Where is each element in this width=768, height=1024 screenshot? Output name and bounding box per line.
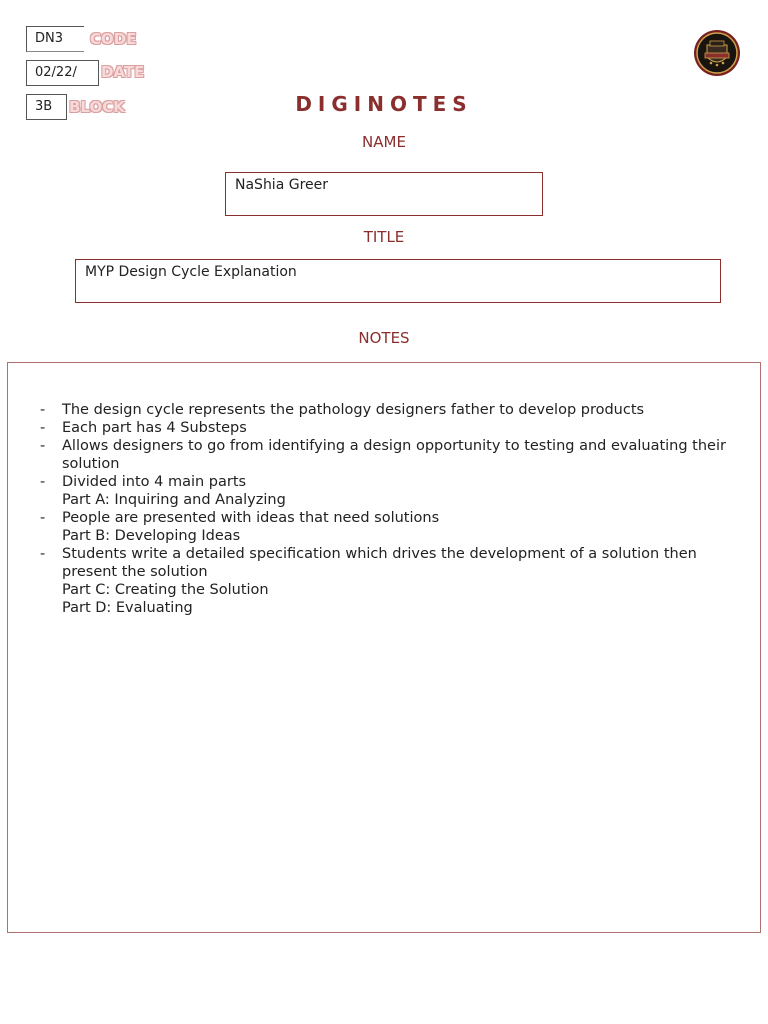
note-bullet-item: - Each part has 4 Substeps bbox=[38, 419, 728, 437]
note-bullet-item: - The design cycle represents the pathology designers father to develop products bbox=[38, 401, 728, 419]
crest-logo-icon bbox=[693, 29, 741, 77]
notes-label: NOTES bbox=[358, 329, 410, 347]
block-label: BLOCK bbox=[69, 98, 125, 116]
date-field[interactable]: 02/22/ bbox=[26, 60, 99, 86]
notes-list bbox=[38, 401, 728, 617]
page-title: DIGINOTES bbox=[295, 92, 473, 116]
notes-area[interactable] bbox=[7, 362, 761, 933]
name-label: NAME bbox=[362, 133, 406, 151]
note-sub-item: Part B: Developing Ideas bbox=[62, 528, 241, 544]
note-bullet-item: - Divided into 4 main parts bbox=[38, 473, 728, 491]
title-input[interactable]: MYP Design Cycle Explanation bbox=[75, 259, 721, 303]
name-input[interactable]: NaShia Greer bbox=[225, 172, 543, 216]
code-label: CODE bbox=[90, 30, 137, 48]
note-sub-item: Part C: Creating the Solution bbox=[62, 582, 269, 598]
note-bullet-item: - Students write a detailed specification which drives the development of a solution then present the solution bbox=[38, 545, 728, 581]
block-field[interactable]: 3B bbox=[26, 94, 67, 120]
title-label: TITLE bbox=[363, 228, 405, 246]
note-bullet-item: - People are presented with ideas that need solutions bbox=[38, 509, 728, 527]
note-bullet-item: - Allows designers to go from identifying a design opportunity to testing and evaluating their solution bbox=[38, 437, 728, 473]
note-sub-item: Part D: Evaluating bbox=[62, 600, 193, 616]
code-field[interactable]: DN3 bbox=[26, 26, 84, 52]
note-sub-item: Part A: Inquiring and Analyzing bbox=[62, 492, 286, 508]
date-label: DATE bbox=[101, 63, 145, 81]
